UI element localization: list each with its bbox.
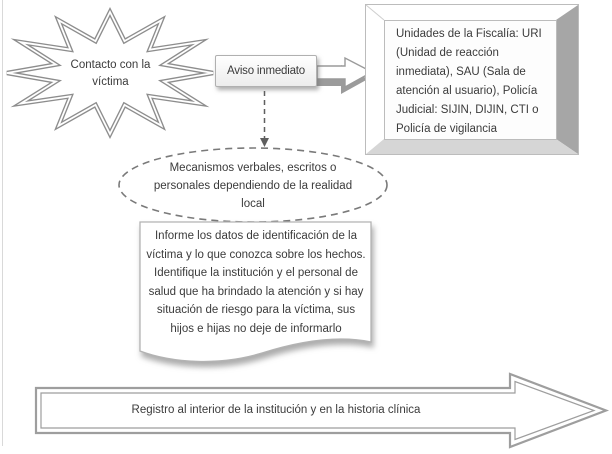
arrowhead-down-icon bbox=[260, 138, 269, 147]
fiscalia-box-text: Unidades de la Fiscalía: URI (Unidad de reacción inmediata), SAU (Sala de atención al usuario), Policía Judicial: SIJIN, DIJIN, CTI o Policía de vigilancia bbox=[396, 28, 542, 135]
ellipse-label: Mecanismos verbales, escritos o personales dependiendo de la realidad local bbox=[153, 162, 353, 210]
aviso-inmediato-label: Aviso inmediato bbox=[227, 65, 305, 77]
document-text: Informe los datos de identificación de la víctima y lo que conozca sobre los hechos. Identifique la institución y el personal de salud que ha brindado la atención y si hay situación de riesgo para la víctima, sus hijos e hijas no deje de informarlo bbox=[146, 230, 366, 335]
aviso-inmediato-box bbox=[215, 55, 317, 87]
frame-bevel-right bbox=[556, 5, 578, 154]
block-arrow-right bbox=[314, 58, 372, 94]
bottom-arrow-label: Registro al interior de la institución y en la historia clínica bbox=[131, 404, 421, 416]
frame-bevel-bottom bbox=[366, 139, 578, 154]
dashed-connector-down bbox=[260, 91, 269, 147]
starburst-label: Contacto con la víctima bbox=[70, 59, 151, 88]
